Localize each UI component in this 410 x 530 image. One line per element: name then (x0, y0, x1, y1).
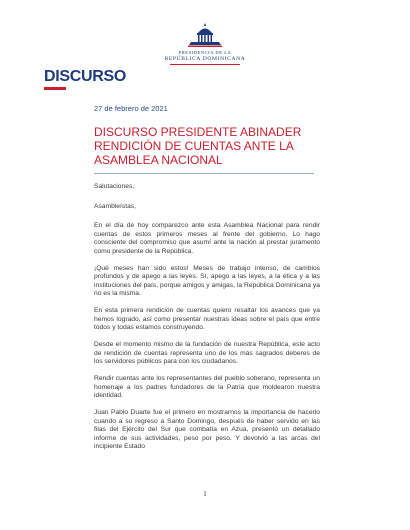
org-name-line1: PRESIDENCIA DE LA (178, 50, 232, 55)
org-name-line2: REPÚBLICA DOMINICANA (164, 56, 246, 62)
speech-body (94, 183, 320, 461)
presidency-logo (160, 22, 250, 65)
paragraph: Salutaciones, (94, 183, 135, 190)
paragraph: Rendir cuentas ante los representantes del pueblo soberano, representa un homenaje a los padres fundadores de la Patria que moldearon nuestra identidad. (94, 375, 320, 400)
paragraph: En esta primera rendición de cuentas quiero resaltar los avances que ya hemos logrado, así como presentar nuestras ideas sobre el país que entre todos y todas estamos construyendo. (94, 307, 320, 332)
paragraph: Asambleístas, (94, 202, 136, 210)
paragraph: Desde el momento mismo de la fundación de nuestra República, este acto de rendición de cuentas representa uno de los más sagrados deberes de los servidores públicos para con los ciudadanos. (94, 341, 320, 366)
paragraph: Juan Pablo Duarte fue el primero en mostrarnos la importancia de hacerlo cuando a su regreso a Santo Domingo, después de haber servido en las filas del Ejército del Sur que combatía en Azua, presentó un detallado informe de sus actividades, peso por peso. Y devolvió a las arcas del incipiente Estado (94, 409, 320, 451)
org-divider (170, 64, 240, 65)
document-title: DISCURSO PRESIDENTE ABINADER RENDICIÓN DE CUENTAS ANTE LA ASAMBLEA NACIONAL (94, 125, 302, 167)
document-date: 27 de febrero de 2021 (94, 104, 168, 113)
section-tag-underline (44, 87, 66, 90)
title-divider (94, 173, 314, 174)
paragraph: En el día de hoy comparezco ante esta Asamblea Nacional para rendir cuentas de estos primeros meses al frente del gobierno. Lo hago consciente del compromiso que asumí ante la nación al prestar juramento como presidente de la República. (94, 222, 320, 255)
presidential-building-icon (188, 22, 222, 48)
section-tag: DISCURSO (44, 68, 127, 85)
paragraph: ¡Qué meses han sido estos! Meses de trabajo intenso, de cambios profundos y de apego a las leyes. Sí, apego a las leyes, a la ética y a las instituciones del país, porque amigos y amigas, la República Dominicana ya no es la misma. (94, 264, 320, 298)
page-number: 1 (203, 490, 207, 498)
